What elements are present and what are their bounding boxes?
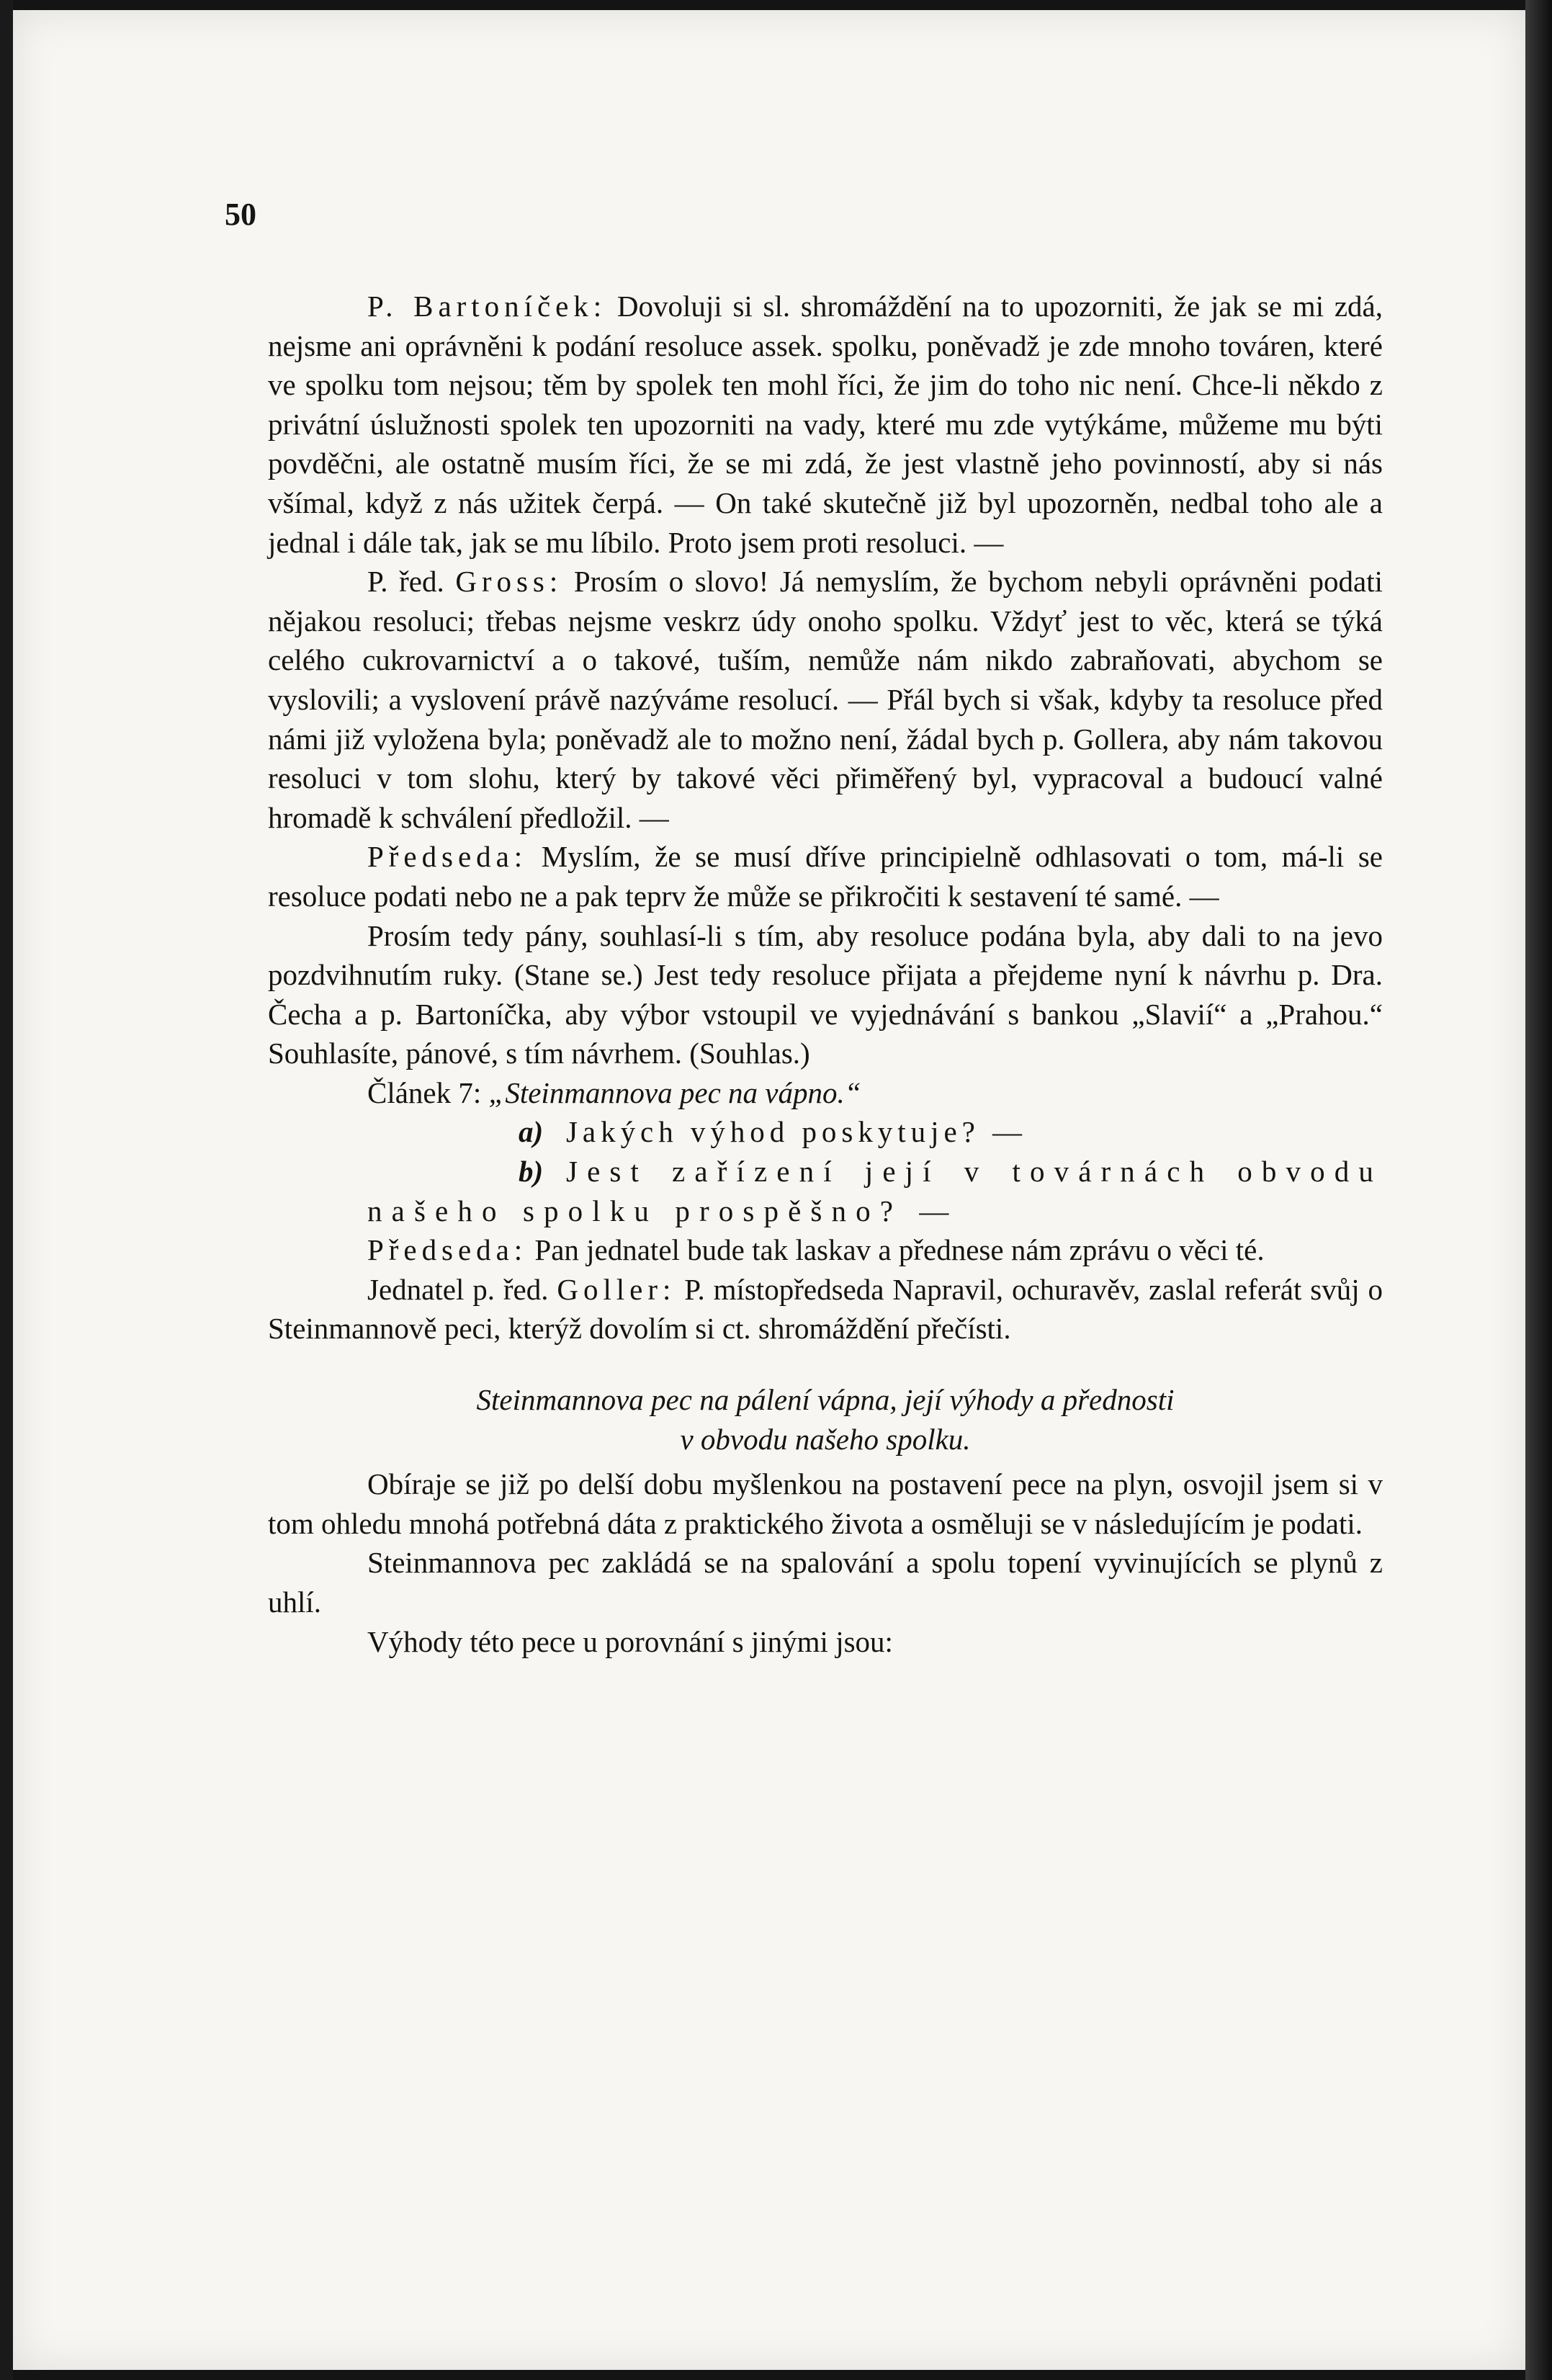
- paragraph-advantages: Výhody této pece u porovnání s jinými jsou:: [367, 1624, 893, 1658]
- speaker-name: P. Bartoníček:: [367, 290, 607, 323]
- paragraph-predseda-1: [268, 837, 1383, 916]
- section-heading: [268, 1380, 1383, 1459]
- paragraph-goller: [268, 1270, 1383, 1348]
- article-prefix: Článek 7:: [367, 1075, 489, 1109]
- speaker-name: Předseda:: [367, 840, 528, 874]
- question-text: Jakých výhod poskytuje? —: [566, 1115, 1027, 1149]
- section-heading-line-1: Steinmannova pec na pálení vápna, její výhody a přednosti: [476, 1383, 1175, 1417]
- question-text: Jest zařízení její v továrnách obvodu našeho spolku prospěšno? —: [367, 1155, 1383, 1227]
- scan-border-left: [0, 0, 13, 2380]
- question-marker: a): [519, 1115, 544, 1149]
- paragraph-article-7: [268, 1073, 1383, 1113]
- speaker-name: Goller:: [557, 1272, 676, 1306]
- question-b: [268, 1152, 1383, 1230]
- article-title: „Steinmannova pec na vápno.“: [488, 1075, 861, 1109]
- question-marker: b): [519, 1155, 544, 1189]
- speaker-prefix: Jednatel p. řed.: [367, 1272, 557, 1306]
- speaker-name: Gross:: [455, 565, 563, 599]
- speaker-prefix: P. řed.: [367, 565, 456, 599]
- page-number: 50: [225, 197, 256, 232]
- paragraph-text: Dovoluji si sl. shromáždění na to upozorniti, že jak se mi zdá, nejsme ani oprávněni k podání resoluce assek. spolku, poněvadž je zde mnoho továren, které ve spolku tom nejsou; těm by spolek ten mohl říci, že jim do toho nic není. Chce-li někdo z privátní úslužnosti spolek ten upozorniti na vady, které mu zde vytýkáme, můžeme mu býti povděčni, ale ostatně musím říci, že se mi zdá, že jest vlastně jeho povinností, aby si nás všímal, když z nás užitek čerpá. — On také skutečně již byl upozorněn, nedbal toho ale a jednal i dále tak, jak se mu líbilo. Proto jsem proti resoluci. —: [268, 290, 1383, 559]
- speaker-name: Předseda:: [367, 1233, 528, 1267]
- section-heading-line-2: v obvodu našeho spolku.: [680, 1422, 971, 1456]
- paragraph-principle: Steinmannova pec zakládá se na spalování a spolu topení vyvinujících se plynů z uhlí.: [268, 1546, 1383, 1619]
- paragraph-text: Pan jednatel bude tak laskav a přednese nám zprávu o věci té.: [527, 1233, 1265, 1267]
- scan-border-right: [1525, 0, 1552, 2380]
- paragraph-text: Myslím, že se musí dříve principielně odhlasovati o tom, má-li se resoluce podati nebo ne a pak teprv že může se přikročiti k sestavení té samé. —: [268, 840, 1383, 913]
- paragraph-vote: Prosím tedy pány, souhlasí-li s tím, aby resoluce podána byla, aby dali to na jevo pozdvihnutím ruky. (Stane se.) Jest tedy resoluce přijata a přejdeme nyní k návrhu p. Dra. Čecha a p. Bartoníčka, aby výbor vstoupil ve vyjednávání s bankou „Slavií“ a „Prahou.“ Souhlasíte, pánové, s tím návrhem. (Souhlas.): [268, 918, 1383, 1070]
- question-a: [268, 1112, 1383, 1152]
- paragraph-predseda-2: [268, 1230, 1383, 1270]
- paragraph-bartonicek: [268, 287, 1383, 562]
- page-text-column: [268, 287, 1383, 1661]
- paragraph-intro: Obíraje se již po delší dobu myšlenkou na postavení pece na plyn, osvojil jsem si v tom ohledu mnohá potřebná dáta z praktického života a osměluji se v následujícím je podati.: [268, 1467, 1383, 1540]
- paragraph-text: P. místopředseda Napravil, ochuravěv, zaslal referát svůj o Steinmannově peci, kterýž dovolím si ct. shromáždění přečísti.: [268, 1272, 1383, 1346]
- paragraph-gross: [268, 562, 1383, 837]
- paragraph-text: Prosím o slovo! Já nemyslím, že bychom nebyli oprávněni podati nějakou resoluci; třebas nejsme veskrz údy onoho spolku. Vždyť jest to věc, která se týká celého cukrovarnictví a o takové, tuším, nemůže nám nikdo zabraňovati, abychom se vyslovili; a vyslovení právě nazýváme resolucí. — Přál bych si však, kdyby ta resoluce před námi již vyložena byla; poněvadž ale to možno není, žádal bych p. Gollera, aby nám takovou resoluci v tom slohu, který by takové věci přiměřený byl, vypracoval a budoucí valné hromadě k schválení předložil. —: [268, 565, 1383, 834]
